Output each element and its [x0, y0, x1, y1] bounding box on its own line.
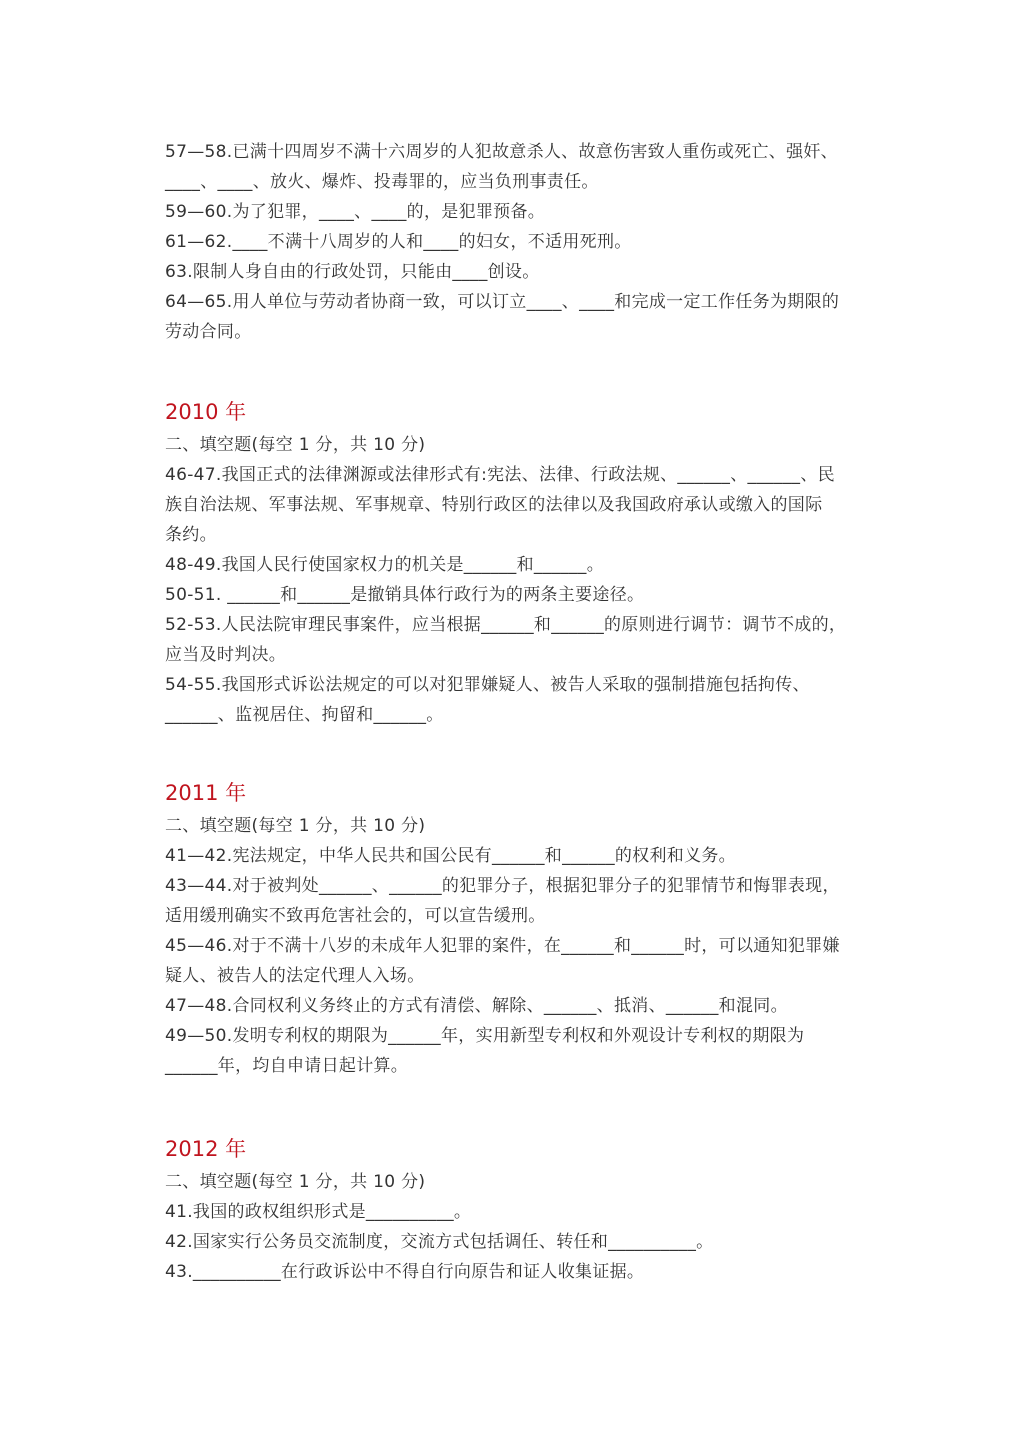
section-2010: [165, 395, 865, 730]
section-subtitle: 二、填空题(每空 1 分，共 10 分): [165, 816, 426, 836]
text-line: 50-51. ______和______是撤销具体行政行为的两条主要途径。: [165, 585, 645, 605]
section-subtitle: 二、填空题(每空 1 分，共 10 分): [165, 1172, 426, 1192]
document-page: [165, 137, 865, 1287]
text-line: 41—42.宪法规定，中华人民共和国公民有______和______的权利和义务。: [165, 846, 736, 866]
text-line: 49—50.发明专利权的期限为______年，实用新型专利权和外观设计专利权的期限为: [165, 1026, 805, 1046]
text-line: ______、监视居住、拘留和______。: [165, 705, 444, 725]
text-line: 52-53.人民法院审理民事案件，应当根据______和______的原则进行调节：调节不成的，: [165, 615, 847, 635]
text-line: 劳动合同。: [165, 322, 252, 342]
text-line: 疑人、被告人的法定代理人入场。: [165, 966, 425, 986]
text-line: 43—44.对于被判处______、______的犯罪分子，根据犯罪分子的犯罪情节和悔罪表现，: [165, 876, 840, 896]
text-line: 41.我国的政权组织形式是__________。: [165, 1202, 472, 1222]
text-line: 47—48.合同权利义务终止的方式有清偿、解除、______、抵消、______和混同。: [165, 996, 788, 1016]
text-line: ______年，均自申请日起计算。: [165, 1056, 409, 1076]
text-line: 57—58.已满十四周岁不满十六周岁的人犯故意杀人、故意伤害致人重伤或死亡、强奸、: [165, 142, 838, 162]
text-line: 46-47.我国正式的法律渊源或法律形式有:宪法、法律、行政法规、______、______、民: [165, 465, 835, 485]
year-heading-2012: 2012 年: [165, 1137, 247, 1161]
text-line: 54-55.我国形式诉讼法规定的可以对犯罪嫌疑人、被告人采取的强制措施包括拘传、: [165, 675, 810, 695]
section-continued: [165, 137, 865, 347]
text-line: 45—46.对于不满十八岁的未成年人犯罪的案件，在______和______时，可以通知犯罪嫌: [165, 936, 840, 956]
section-2012: [165, 1132, 865, 1287]
text-line: 63.限制人身自由的行政处罚，只能由____创设。: [165, 262, 540, 282]
section-2011: [165, 776, 865, 1081]
text-line: 48-49.我国人民行使国家权力的机关是______和______。: [165, 555, 605, 575]
text-line: 64—65.用人单位与劳动者协商一致，可以订立____、____和完成一定工作任务为期限的: [165, 292, 840, 312]
text-line: 应当及时判决。: [165, 645, 287, 665]
text-line: ____、____、放火、爆炸、投毒罪的，应当负刑事责任。: [165, 172, 599, 192]
text-line: 族自治法规、军事法规、军事规章、特别行政区的法律以及我国政府承认或缴入的国际: [165, 495, 823, 515]
text-line: 43.__________在行政诉讼中不得自行向原告和证人收集证据。: [165, 1262, 645, 1282]
year-heading-2010: 2010 年: [165, 400, 247, 424]
year-heading-2011: 2011 年: [165, 781, 247, 805]
text-line: 条约。: [165, 525, 217, 545]
text-line: 适用缓刑确实不致再危害社会的，可以宣告缓刑。: [165, 906, 546, 926]
section-subtitle: 二、填空题(每空 1 分，共 10 分): [165, 435, 426, 455]
text-line: 61—62.____不满十八周岁的人和____的妇女，不适用死刑。: [165, 232, 632, 252]
text-line: 42.国家实行公务员交流制度，交流方式包括调任、转任和__________。: [165, 1232, 714, 1252]
text-line: 59—60.为了犯罪，____、____的，是犯罪预备。: [165, 202, 546, 222]
